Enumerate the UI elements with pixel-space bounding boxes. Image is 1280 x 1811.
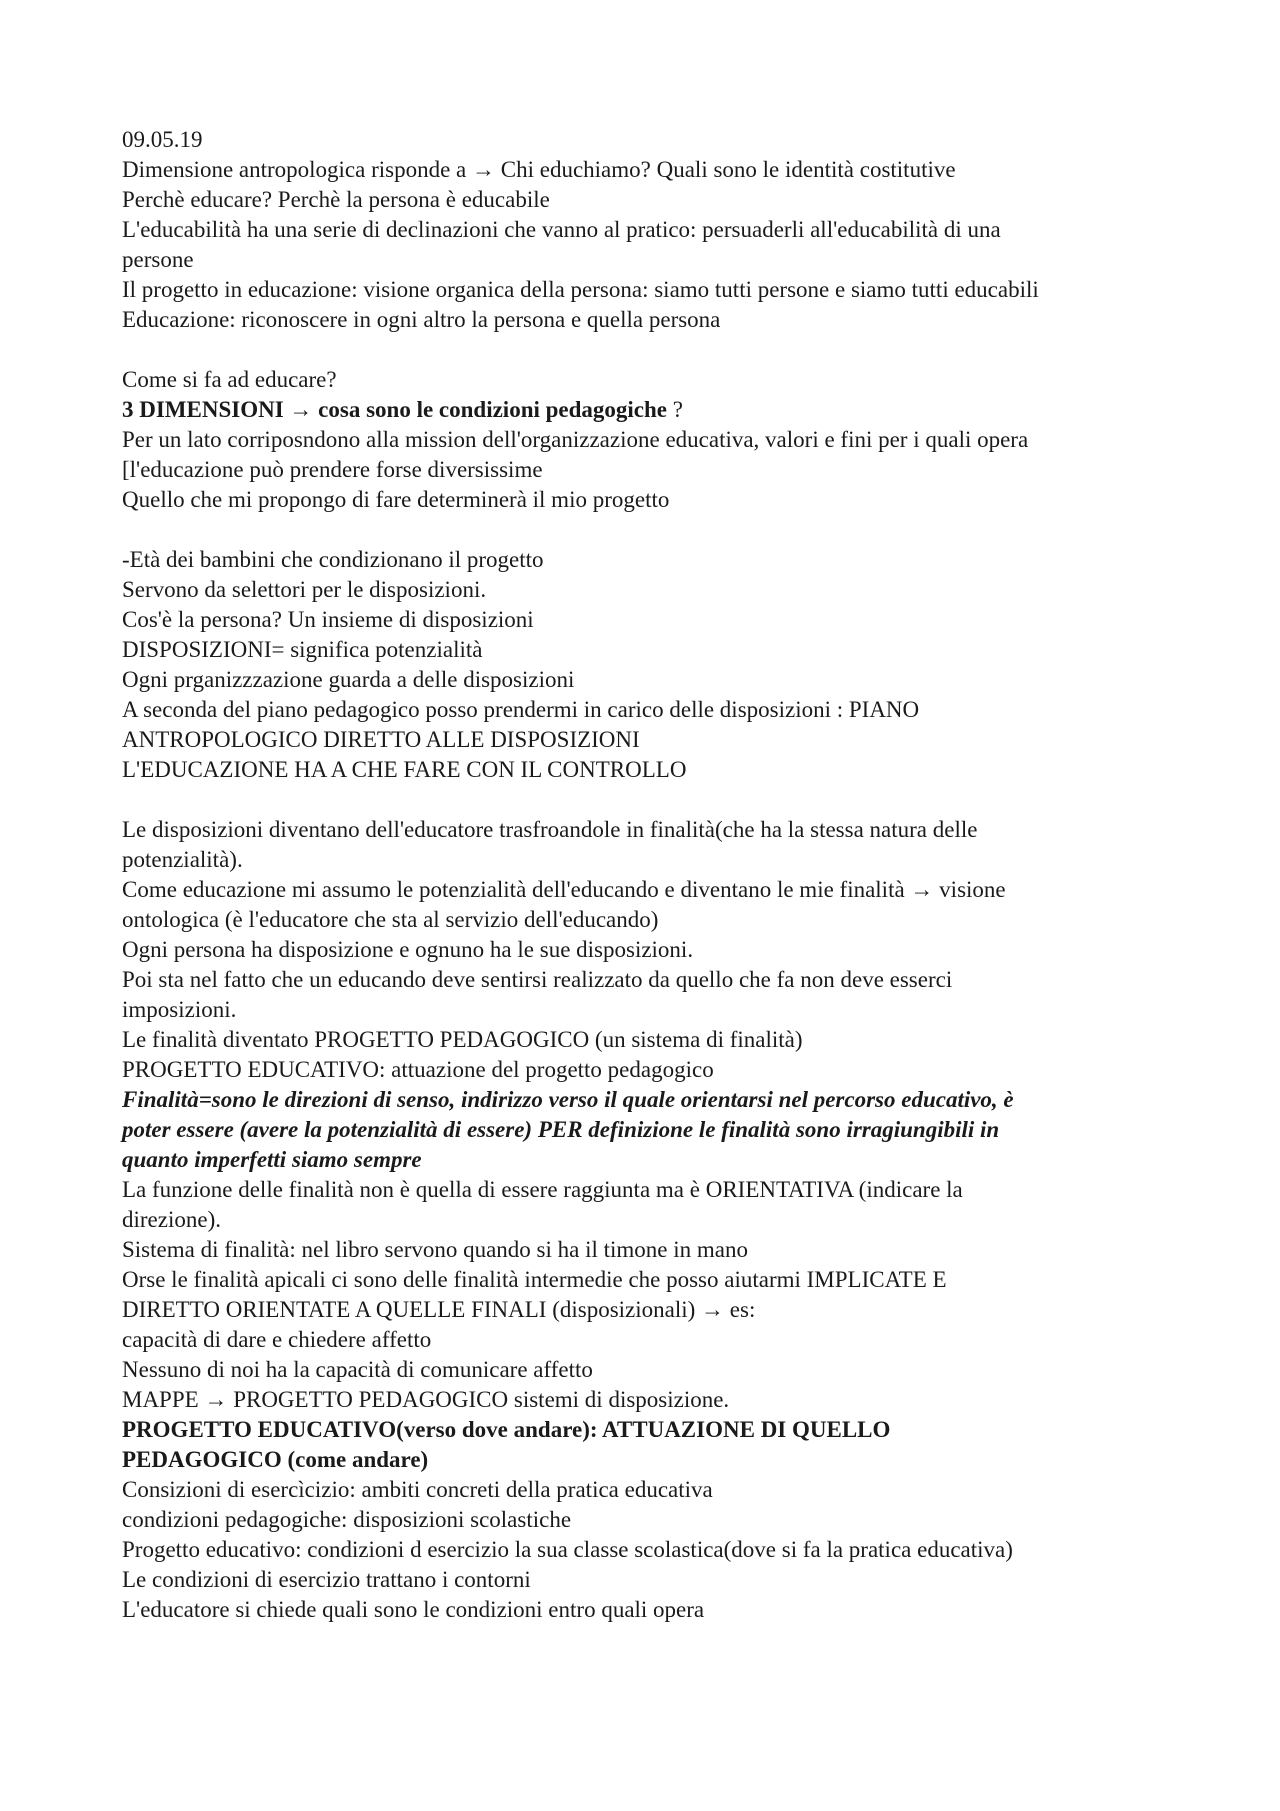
- text-line: persone: [122, 247, 194, 272]
- text-line: Servono da selettori per le disposizioni.: [122, 577, 487, 602]
- definition-line: poter essere (avere la potenzialità di essere) PER definizione le finalità sono irragiungibili in: [122, 1117, 1000, 1142]
- text-line: Perchè educare? Perchè la persona è educabile: [122, 187, 550, 212]
- text-line: Educazione: riconoscere in ogni altro la persona e quella persona: [122, 307, 721, 332]
- bold-heading-line: PROGETTO EDUCATIVO(verso dove andare): ATTUAZIONE DI QUELLO: [122, 1417, 891, 1442]
- text-line: [l'educazione può prendere forse diversissime: [122, 457, 543, 482]
- text-line: Come educazione mi assumo le potenzialità dell'educando e diventano le mie finalità → visione: [122, 877, 1006, 902]
- text-line: A seconda del piano pedagogico posso prendermi in carico delle disposizioni : PIANO: [122, 697, 920, 722]
- heading-text: 3 DIMENSIONI → cosa sono le condizioni pedagogiche: [122, 397, 668, 422]
- text-line: L'educabilità ha una serie di declinazioni che vanno al pratico: persuaderli all'educabilità di una: [122, 217, 1001, 242]
- bold-heading-line: PEDAGOGICO (come andare): [122, 1447, 429, 1472]
- definition-line: Finalità=sono le direzioni di senso, indirizzo verso il quale orientarsi nel percorso educativo, è: [122, 1087, 1014, 1112]
- text-line: Le finalità diventato PROGETTO PEDAGOGICO (un sistema di finalità): [122, 1027, 803, 1052]
- note-date: 09.05.19: [122, 127, 203, 152]
- text-line: Le condizioni di esercizio trattano i contorni: [122, 1567, 531, 1592]
- text-line: Dimensione antropologica risponde a → Chi educhiamo? Quali sono le identità costitutive: [122, 157, 956, 182]
- text-line: -Età dei bambini che condizionano il progetto: [122, 547, 544, 572]
- text-line: Sistema di finalità: nel libro servono quando si ha il timone in mano: [122, 1237, 749, 1262]
- text-line: Orse le finalità apicali ci sono delle finalità intermedie che posso aiutarmi IMPLICATE E: [122, 1267, 947, 1292]
- text-line: Poi sta nel fatto che un educando deve sentirsi realizzato da quello che fa non deve esserci: [122, 967, 953, 992]
- blank-line: [122, 785, 1220, 815]
- text-line: Progetto educativo: condizioni d esercizio la sua classe scolastica(dove si fa la pratica educativa): [122, 1537, 1013, 1562]
- text-line: Ogni prganizzzazione guarda a delle disposizioni: [122, 667, 575, 692]
- text-line: Per un lato corriposndono alla mission dell'organizzazione educativa, valori e fini per i quali opera: [122, 427, 1029, 452]
- text-line: condizioni pedagogiche: disposizioni scolastiche: [122, 1507, 572, 1532]
- text-line: Le disposizioni diventano dell'educatore trasfroandole in finalità(che ha la stessa natura delle: [122, 817, 978, 842]
- text-line: DIRETTO ORIENTATE A QUELLE FINALI (disposizionali) → es:: [122, 1297, 756, 1322]
- text-line: Ogni persona ha disposizione e ognuno ha le sue disposizioni.: [122, 937, 694, 962]
- text-line: imposizioni.: [122, 997, 237, 1022]
- section-heading: [122, 395, 1220, 425]
- text-line: Nessuno di noi ha la capacità di comunicare affetto: [122, 1357, 593, 1382]
- text-line: PROGETTO EDUCATIVO: attuazione del progetto pedagogico: [122, 1057, 714, 1082]
- text-line: potenzialità).: [122, 847, 243, 872]
- text-line: L'educatore si chiede quali sono le condizioni entro quali opera: [122, 1597, 705, 1622]
- text-line: L'EDUCAZIONE HA A CHE FARE CON IL CONTROLLO: [122, 757, 687, 782]
- text-line: Quello che mi propongo di fare determinerà il mio progetto: [122, 487, 670, 512]
- text-line: ontologica (è l'educatore che sta al servizio dell'educando): [122, 907, 659, 932]
- text-line: Cos'è la persona? Un insieme di disposizioni: [122, 607, 534, 632]
- text-line: direzione).: [122, 1207, 221, 1232]
- text-line: Il progetto in educazione: visione organica della persona: siamo tutti persone e siamo tutti educabili: [122, 277, 1039, 302]
- heading-question-mark: ?: [667, 397, 683, 422]
- blank-line: [122, 515, 1220, 545]
- blank-line: [122, 335, 1220, 365]
- text-line: MAPPE → PROGETTO PEDAGOGICO sistemi di disposizione.: [122, 1387, 730, 1412]
- text-line: Come si fa ad educare?: [122, 367, 337, 392]
- text-line: La funzione delle finalità non è quella di essere raggiunta ma è ORIENTATIVA (indicare la: [122, 1177, 963, 1202]
- text-line: Consizioni di esercìcizio: ambiti concreti della pratica educativa: [122, 1477, 713, 1502]
- text-line: DISPOSIZIONI= significa potenzialità: [122, 637, 483, 662]
- definition-line: quanto imperfetti siamo sempre: [122, 1147, 422, 1172]
- text-line: capacità di dare e chiedere affetto: [122, 1327, 432, 1352]
- text-line: ANTROPOLOGICO DIRETTO ALLE DISPOSIZIONI: [122, 727, 640, 752]
